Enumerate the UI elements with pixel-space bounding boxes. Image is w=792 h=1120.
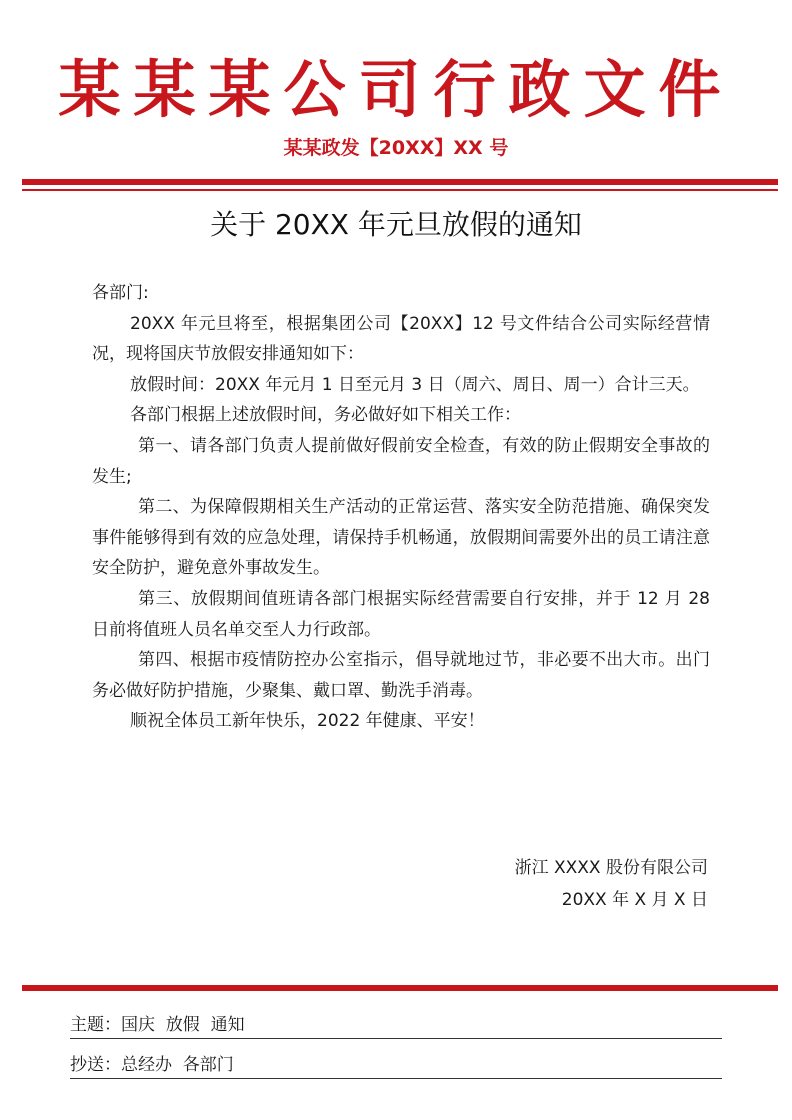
notice-title: 关于 20XX 年元旦放假的通知	[210, 208, 582, 241]
paragraph-item-1: 第一、请各部门负责人提前做好假前安全检查，有效的防止假期安全事故的发生;	[92, 435, 710, 487]
paragraph-work-items: 各部门根据上述放假时间，务必做好如下相关工作：	[130, 405, 521, 426]
paragraph-holiday-time: 放假时间：20XX 年元月 1 日至元月 3 日（周六、周日、周一）合计三天。	[130, 374, 700, 395]
footer-rule-thick	[22, 985, 778, 991]
paragraph-item-4: 第四、根据市疫情防控办公室指示，倡导就地过节，非必要不出大市。出门务必做好防护措施，少聚集、戴口罩、勤洗手消毒。	[92, 650, 710, 701]
cc-value: 总经办 各部门	[121, 1055, 234, 1075]
signature-block	[515, 852, 708, 916]
cc-label: 抄送：	[70, 1055, 121, 1075]
letterhead-title: 某某某公司行政文件	[58, 53, 734, 126]
paragraph-item-2: 第二、为保障假期相关生产活动的正常运营、落实安全防范措施、确保突发事件能够得到有效的应急处理，请保持手机畅通，放假期间需要外出的员工请注意安全防护，避免意外事故发生。	[92, 497, 710, 579]
header-rule-thin	[22, 189, 778, 191]
header-rule-thick	[22, 179, 778, 185]
paragraph-item-3: 第三、放假期间值班请各部门根据实际经营需要自行安排，并于 12 月 28 日前将值班人员名单交至人力行政部。	[92, 588, 710, 640]
notice-body	[92, 278, 710, 737]
paragraph-closing: 顺祝全体员工新年快乐，2022 年健康、平安！	[130, 711, 485, 732]
footer-cc-line	[70, 1052, 722, 1079]
subject-label: 主题：	[70, 1015, 121, 1035]
salutation: 各部门:	[92, 283, 149, 303]
signature-company: 浙江 XXXX 股份有限公司	[514, 858, 708, 878]
footer-subject-line	[70, 1012, 722, 1039]
document-number: 某某政发【20XX】XX 号	[283, 137, 509, 159]
signature-date: 20XX 年 X 月 X 日	[561, 890, 708, 910]
paragraph-intro: 20XX 年元旦将至，根据集团公司【20XX】12 号文件结合公司实际经营情况，现将国庆节放假安排通知如下：	[92, 313, 710, 365]
subject-value: 国庆 放假 通知	[121, 1015, 245, 1035]
